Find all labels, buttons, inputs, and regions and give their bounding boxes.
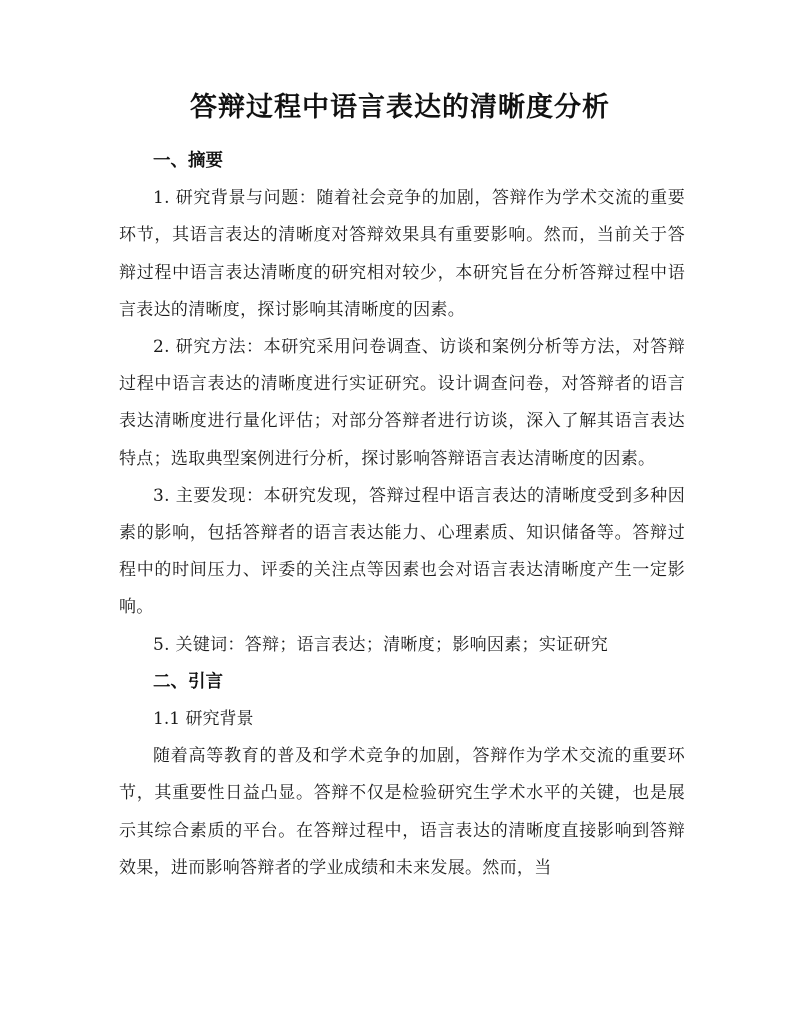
intro-paragraph: 随着高等教育的普及和学术竞争的加剧，答辩作为学术交流的重要环节，其重要性日益凸显。答辩不仅是检验研究生学术水平的关键，也是展示其综合素质的平台。在答辩过程中，语言表达的清晰度直接影响到答辩效果，进而影响答辩者的学业成绩和未来发展。然而，当 <box>119 746 685 878</box>
document-body <box>119 143 685 887</box>
abstract-paragraph-background: 1. 研究背景与问题：随着社会竞争的加剧，答辩作为学术交流的重要环节，其语言表达的清晰度对答辩效果具有重要影响。然而，当前关于答辩过程中语言表达清晰度的研究相对较少，本研究旨在分析答辩过程中语言表达的清晰度，探讨影响其清晰度的因素。 <box>119 188 685 320</box>
abstract-paragraph-methods: 2. 研究方法：本研究采用问卷调查、访谈和案例分析等方法，对答辩过程中语言表达的清晰度进行实证研究。设计调查问卷，对答辩者的语言表达清晰度进行量化评估；对部分答辩者进行访谈，深入了解其语言表达特点；选取典型案例进行分析，探讨影响答辩语言表达清晰度的因素。 <box>119 337 685 469</box>
subsection-heading-background: 1.1 研究背景 <box>153 709 254 730</box>
abstract-paragraph-findings: 3. 主要发现：本研究发现，答辩过程中语言表达的清晰度受到多种因素的影响，包括答辩者的语言表达能力、心理素质、知识储备等。答辩过程中的时间压力、评委的关注点等因素也会对语言表达清晰度产生一定影响。 <box>119 485 685 618</box>
section-heading-abstract: 一、摘要 <box>153 151 223 171</box>
document-title: 答辩过程中语言表达的清晰度分析 <box>190 92 610 123</box>
section-heading-introduction: 二、引言 <box>153 671 223 692</box>
abstract-paragraph-keywords: 5. 关键词：答辩；语言表达；清晰度；影响因素；实证研究 <box>153 634 609 655</box>
